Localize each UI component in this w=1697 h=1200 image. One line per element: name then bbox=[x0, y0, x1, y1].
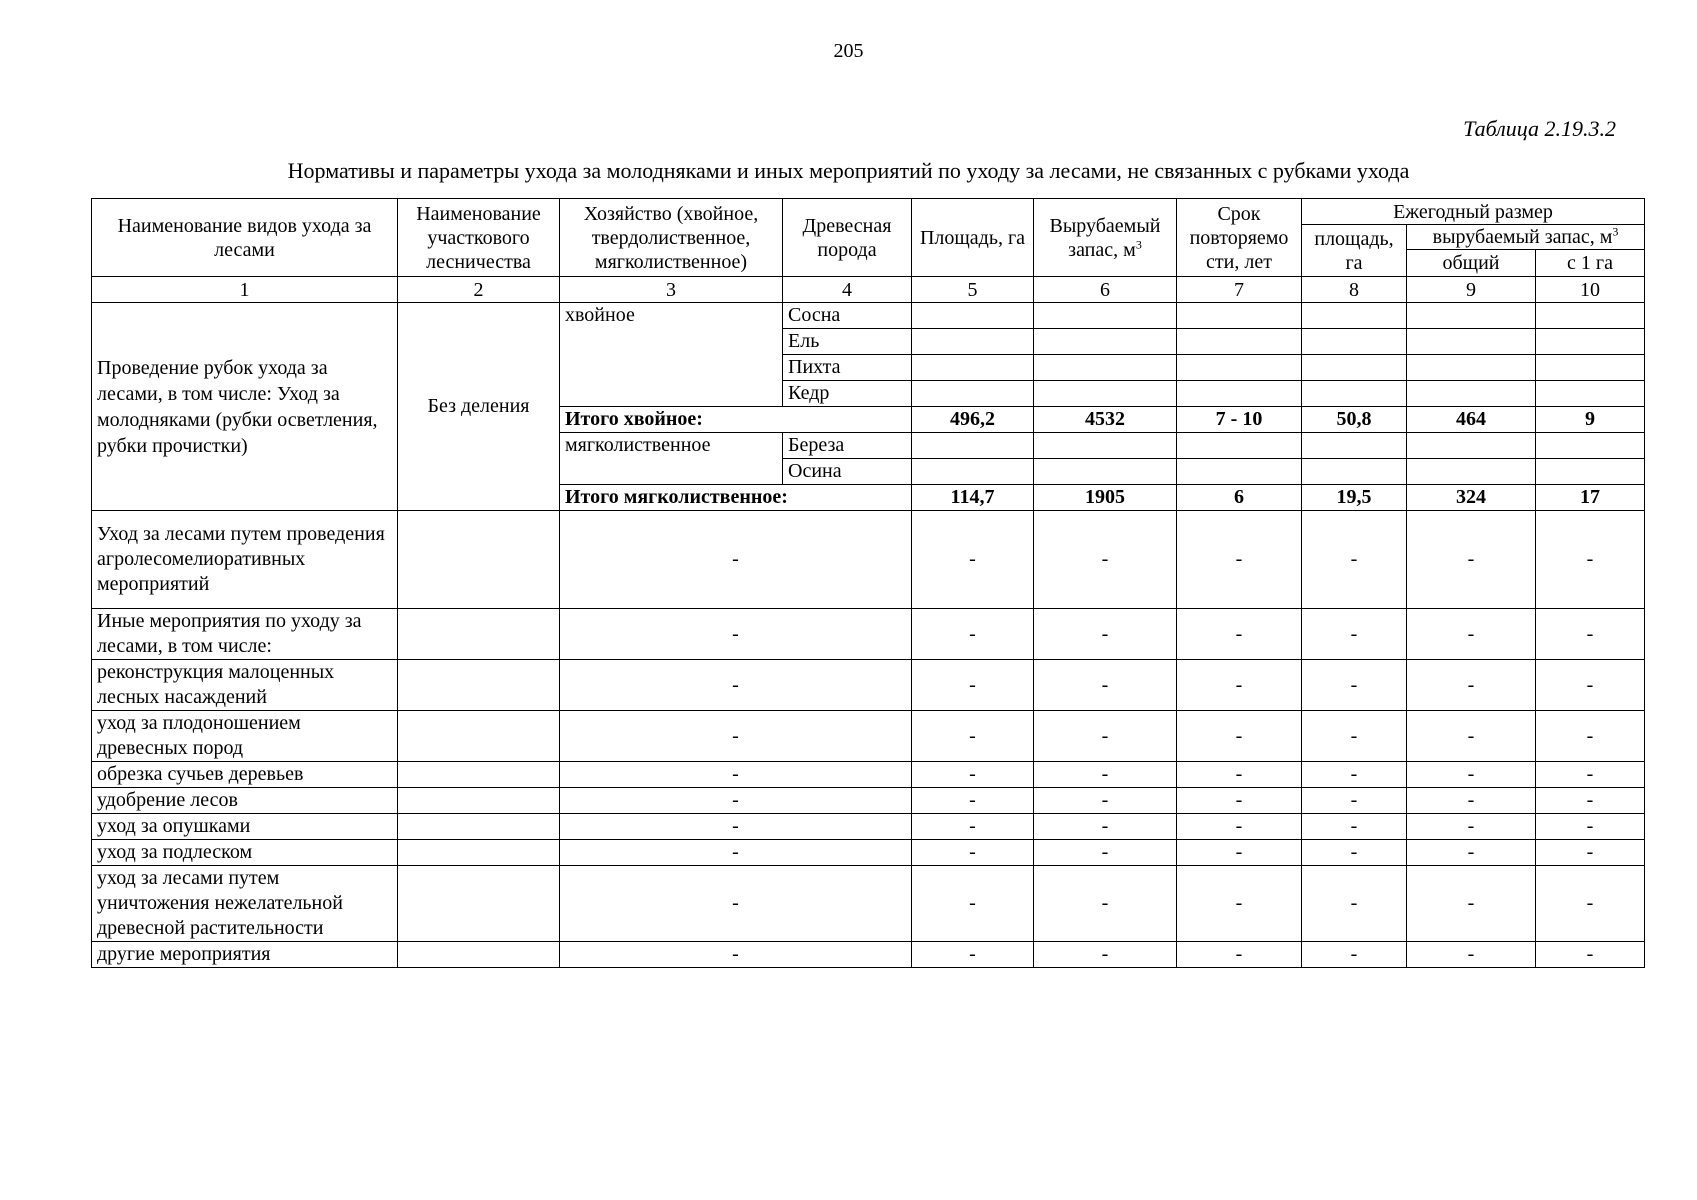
value-cell: - bbox=[1302, 660, 1407, 711]
value-cell: - bbox=[1536, 788, 1645, 814]
value-cell: - bbox=[1177, 840, 1302, 866]
value-cell: - bbox=[1536, 609, 1645, 660]
value-cell: - bbox=[1407, 609, 1536, 660]
activity-name: Уход за лесами путем проведения агролесомелиоративных мероприятий bbox=[92, 511, 398, 609]
value-cell: - bbox=[1536, 866, 1645, 942]
value-cell: - bbox=[912, 840, 1034, 866]
value-cell: - bbox=[560, 866, 912, 942]
conif-total-cut: 4532 bbox=[1034, 407, 1177, 433]
header-annual: Ежегодный размер bbox=[1302, 199, 1645, 225]
header-annual-area: площадь, га bbox=[1302, 225, 1407, 277]
value-cell: - bbox=[560, 511, 912, 609]
activity-name: удобрение лесов bbox=[92, 788, 398, 814]
value-cell: - bbox=[1536, 660, 1645, 711]
value-cell: - bbox=[1536, 840, 1645, 866]
value-cell: - bbox=[1302, 511, 1407, 609]
value-cell: - bbox=[1177, 511, 1302, 609]
column-number: 2 bbox=[398, 277, 560, 303]
forestry-cell bbox=[398, 866, 560, 942]
value-cell: - bbox=[1177, 866, 1302, 942]
activity-name: другие мероприятия bbox=[92, 942, 398, 968]
value-cell: - bbox=[912, 609, 1034, 660]
forestry-cell bbox=[398, 711, 560, 762]
header-forestry: Наименование участкового лесничества bbox=[398, 199, 560, 277]
value-cell: - bbox=[1407, 660, 1536, 711]
table-row bbox=[92, 866, 1645, 942]
conif-label: хвойное bbox=[560, 303, 783, 407]
table-title: Нормативы и параметры ухода за молодняками и иных мероприятий по уходу за лесами, не связанных с рубками ухода bbox=[287, 158, 1410, 183]
column-number: 6 bbox=[1034, 277, 1177, 303]
value-cell: - bbox=[912, 866, 1034, 942]
table-row bbox=[92, 942, 1645, 968]
activity-name: уход за лесами путем уничтожения нежелательной древесной растительности bbox=[92, 866, 398, 942]
column-number: 9 bbox=[1407, 277, 1536, 303]
forestry-cell bbox=[398, 788, 560, 814]
value-cell: - bbox=[1034, 788, 1177, 814]
activity-name: Иные мероприятия по уходу за лесами, в том числе: bbox=[92, 609, 398, 660]
forestry-cell bbox=[398, 762, 560, 788]
header-area: Площадь, га bbox=[912, 199, 1034, 277]
value-cell: - bbox=[1407, 840, 1536, 866]
conif-total-annual-per-ha: 9 bbox=[1536, 407, 1645, 433]
forestry-cell bbox=[398, 609, 560, 660]
species-cell: Береза bbox=[783, 433, 912, 459]
species-cell: Кедр bbox=[783, 381, 912, 407]
value-cell: - bbox=[1177, 814, 1302, 840]
value-cell: - bbox=[1407, 762, 1536, 788]
soft-total-label: Итого мягколиственное: bbox=[560, 485, 912, 511]
header-annual-per-ha: с 1 га bbox=[1536, 250, 1645, 277]
value-cell: - bbox=[560, 788, 912, 814]
value-cell: - bbox=[1034, 711, 1177, 762]
header-repeat-period: Срок повторяемо сти, лет bbox=[1177, 199, 1302, 277]
header-species: Древесная порода bbox=[783, 199, 912, 277]
table-row bbox=[92, 840, 1645, 866]
value-cell: - bbox=[1302, 866, 1407, 942]
value-cell: - bbox=[1407, 788, 1536, 814]
soft-total-period: 6 bbox=[1177, 485, 1302, 511]
forestry-cell bbox=[398, 840, 560, 866]
table-row bbox=[92, 660, 1645, 711]
value-cell: - bbox=[1302, 711, 1407, 762]
soft-total-area: 114,7 bbox=[912, 485, 1034, 511]
table-row bbox=[92, 609, 1645, 660]
value-cell: - bbox=[1536, 711, 1645, 762]
forestry-cell bbox=[398, 814, 560, 840]
species-cell: Осина bbox=[783, 459, 912, 485]
table-number: Таблица 2.19.3.2 bbox=[1463, 116, 1616, 141]
value-cell: - bbox=[1177, 660, 1302, 711]
value-cell: - bbox=[1034, 814, 1177, 840]
value-cell: - bbox=[1034, 866, 1177, 942]
header-annual-cut: вырубаемый запас, $м^3$ bbox=[1407, 225, 1645, 250]
value-cell: - bbox=[1177, 762, 1302, 788]
value-cell: - bbox=[560, 942, 912, 968]
value-cell: - bbox=[912, 788, 1034, 814]
forestry-cell bbox=[398, 511, 560, 609]
value-cell: - bbox=[1177, 788, 1302, 814]
species-cell: Сосна bbox=[783, 303, 912, 329]
value-cell: - bbox=[1407, 814, 1536, 840]
value-cell: - bbox=[1034, 511, 1177, 609]
value-cell: - bbox=[1034, 840, 1177, 866]
value-cell: - bbox=[1177, 711, 1302, 762]
value-cell: - bbox=[1302, 762, 1407, 788]
value-cell: - bbox=[912, 814, 1034, 840]
table-row bbox=[92, 511, 1645, 609]
column-numbers-row bbox=[92, 277, 1645, 303]
soft-total-annual-cut: 324 bbox=[1407, 485, 1536, 511]
value-cell: - bbox=[560, 711, 912, 762]
conif-total-annual-cut: 464 bbox=[1407, 407, 1536, 433]
soft-label: мягколиственное bbox=[560, 433, 783, 485]
value-cell: - bbox=[560, 609, 912, 660]
forestry-cell bbox=[398, 942, 560, 968]
value-cell: - bbox=[1536, 814, 1645, 840]
value-cell: - bbox=[1536, 511, 1645, 609]
forestry-cell bbox=[398, 660, 560, 711]
value-cell: - bbox=[560, 660, 912, 711]
value-cell: - bbox=[1034, 762, 1177, 788]
activity-name: обрезка сучьев деревьев bbox=[92, 762, 398, 788]
value-cell: - bbox=[912, 660, 1034, 711]
value-cell: - bbox=[1407, 711, 1536, 762]
conif-total-annual-area: 50,8 bbox=[1302, 407, 1407, 433]
value-cell: - bbox=[1034, 942, 1177, 968]
conif-total-period: 7 - 10 bbox=[1177, 407, 1302, 433]
forest-care-table bbox=[91, 198, 1645, 968]
column-number: 4 bbox=[783, 277, 912, 303]
header-care-type: Наименование видов ухода за лесами bbox=[92, 199, 398, 277]
conif-total-area: 496,2 bbox=[912, 407, 1034, 433]
value-cell: - bbox=[560, 762, 912, 788]
value-cell: - bbox=[1407, 942, 1536, 968]
table-row bbox=[92, 711, 1645, 762]
value-cell: - bbox=[1034, 660, 1177, 711]
activity-name: уход за плодоношением древесных пород bbox=[92, 711, 398, 762]
table-row bbox=[92, 762, 1645, 788]
value-cell: - bbox=[1177, 609, 1302, 660]
value-cell: - bbox=[1407, 511, 1536, 609]
header-annual-total: общий bbox=[1407, 250, 1536, 277]
soft-total-cut: 1905 bbox=[1034, 485, 1177, 511]
value-cell: - bbox=[1302, 814, 1407, 840]
table-row bbox=[92, 788, 1645, 814]
species-cell: Ель bbox=[783, 329, 912, 355]
conif-total-label: Итого хвойное: bbox=[560, 407, 912, 433]
value-cell: - bbox=[1302, 609, 1407, 660]
value-cell: - bbox=[560, 840, 912, 866]
value-cell: - bbox=[1177, 942, 1302, 968]
value-cell: - bbox=[1302, 788, 1407, 814]
block1-name: Проведение рубок ухода за лесами, в том числе: Уход за молодняками (рубки осветления, рубки прочистки) bbox=[92, 303, 398, 511]
value-cell: - bbox=[560, 814, 912, 840]
value-cell: - bbox=[912, 762, 1034, 788]
block1-forestry: Без деления bbox=[398, 303, 560, 511]
header-cut-volume: Вырубаемый запас, $м^3$ bbox=[1034, 199, 1177, 277]
column-number: 3 bbox=[560, 277, 783, 303]
soft-total-annual-area: 19,5 bbox=[1302, 485, 1407, 511]
page-number: 205 bbox=[833, 40, 864, 62]
column-number: 10 bbox=[1536, 277, 1645, 303]
species-cell: Пихта bbox=[783, 355, 912, 381]
value-cell: - bbox=[1034, 609, 1177, 660]
value-cell: - bbox=[912, 511, 1034, 609]
value-cell: - bbox=[1302, 942, 1407, 968]
soft-total-annual-per-ha: 17 bbox=[1536, 485, 1645, 511]
activity-name: уход за опушками bbox=[92, 814, 398, 840]
value-cell: - bbox=[1407, 866, 1536, 942]
column-number: 8 bbox=[1302, 277, 1407, 303]
value-cell: - bbox=[1536, 942, 1645, 968]
activity-name: реконструкция малоценных лесных насаждений bbox=[92, 660, 398, 711]
column-number: 1 bbox=[92, 277, 398, 303]
value-cell: - bbox=[912, 942, 1034, 968]
header-economy: Хозяйство (хвойное, твердолиственное, мягколиственное) bbox=[560, 199, 783, 277]
value-cell: - bbox=[1536, 762, 1645, 788]
table-row bbox=[92, 814, 1645, 840]
value-cell: - bbox=[1302, 840, 1407, 866]
column-number: 7 bbox=[1177, 277, 1302, 303]
activity-name: уход за подлеском bbox=[92, 840, 398, 866]
column-number: 5 bbox=[912, 277, 1034, 303]
value-cell: - bbox=[912, 711, 1034, 762]
